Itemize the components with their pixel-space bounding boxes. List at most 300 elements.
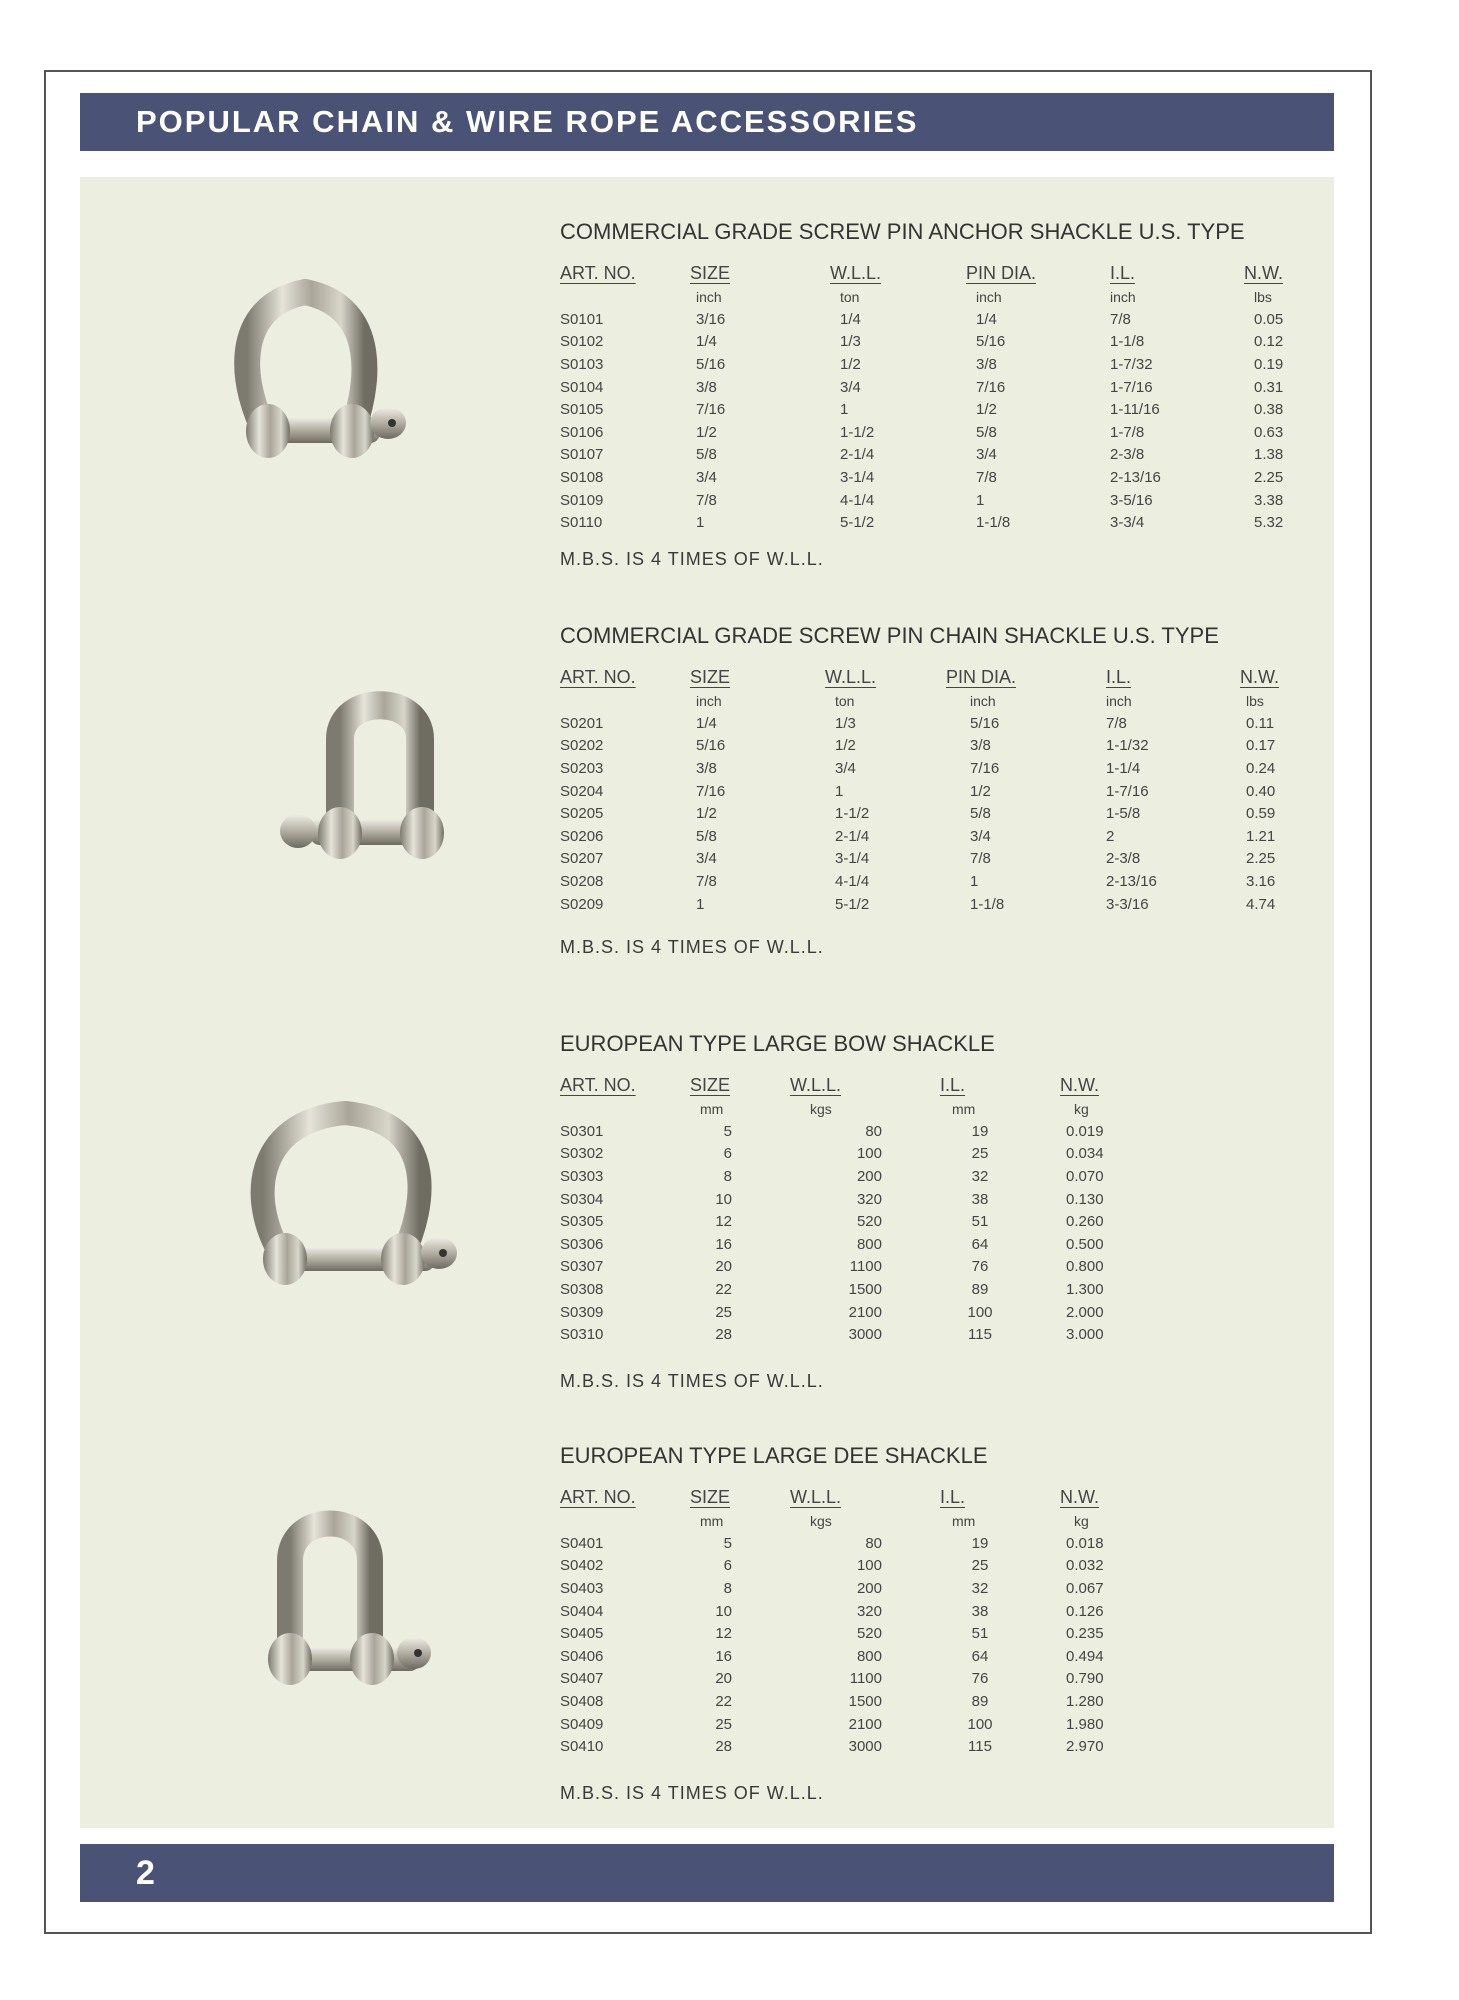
table-cell: 7/8 [970,850,991,868]
table-cell: 2.25 [1246,850,1276,868]
table-cell: 2.000 [1066,1303,1104,1321]
table-cell: S0403 [560,1579,604,1597]
table-row [560,1690,1160,1713]
table-cell: S0107 [560,446,604,464]
table-cell: 1-5/8 [1106,805,1141,823]
table-cell: 2-13/16 [1110,468,1161,486]
table-cell: 3/4 [970,827,991,845]
table-cell: 16 [715,1647,732,1665]
table-cell: S0407 [560,1670,604,1688]
table-cell: 0.070 [1066,1167,1104,1185]
table-row [560,466,1350,489]
table-row [560,893,1350,916]
table-cell: 28 [715,1738,732,1756]
table-cell: 3.16 [1246,872,1276,890]
table-cell: 1/3 [840,333,861,351]
table-row [560,757,1350,780]
table-cell: 1 [696,895,705,913]
table-cell: 1/4 [840,310,861,328]
table-cell: 520 [856,1625,882,1643]
table-cell: S0304 [560,1190,604,1208]
table-cell: 1 [970,872,979,890]
table-cell: 89 [971,1692,989,1710]
table-cell: 1-7/8 [1110,423,1145,441]
section-title: COMMERCIAL GRADE SCREW PIN ANCHOR SHACKLE U.S. TYPE [560,219,1245,244]
bow-shackle-photo [225,1091,505,1306]
col-header-size: SIZE [690,263,731,283]
table-cell: 0.63 [1254,423,1284,441]
table-cell: 7/16 [970,759,1000,777]
table-cell: 0.130 [1066,1190,1104,1208]
table-cell: 38 [971,1190,989,1208]
table-cell: S0203 [560,759,604,777]
table-cell: 32 [971,1579,989,1597]
table-cell: 2-1/4 [840,446,875,464]
table-row [560,1210,1160,1233]
table-cell: 0.126 [1066,1602,1104,1620]
table-cell: 5-1/2 [840,514,875,532]
table-cell: 1-1/8 [1110,333,1145,351]
table-cell: 5/8 [970,805,991,823]
col-header-wll: W.L.L. [790,1075,842,1095]
table-cell: 1.300 [1066,1280,1104,1298]
table-cell: 7/8 [696,872,717,890]
mbs-note: M.B.S. IS 4 TIMES OF W.L.L. [560,937,824,957]
table-cell: 200 [856,1167,882,1185]
table-cell: S0110 [560,514,603,532]
table-cell: 1-11/16 [1110,401,1160,419]
table-cell: 19 [971,1534,989,1552]
table-cell: 12 [715,1625,732,1643]
table-cell: S0102 [560,333,604,351]
table-cell: 1 [976,491,985,509]
table-cell: 12 [715,1213,732,1231]
table-cell: S0105 [560,401,604,419]
table-cell: 10 [715,1190,732,1208]
table-cell: 6 [723,1557,732,1575]
table-cell: 1/4 [696,714,717,732]
table-cell: 3/8 [970,737,991,755]
table-cell: 4.74 [1246,895,1276,913]
col-header-pin-dia: PIN DIA. [966,263,1037,283]
table-cell: 76 [971,1258,989,1276]
table-cell: S0204 [560,782,604,800]
table-cell: S0305 [560,1213,604,1231]
table-cell: 1-1/8 [976,514,1011,532]
table-cell: 6 [723,1145,732,1163]
table-cell: 38 [971,1602,989,1620]
dee-shackle-photo [210,1491,500,1706]
col-header-il: I.L. [940,1075,966,1095]
col-header-art-no: ART. NO. [560,1075,636,1095]
section-title: EUROPEAN TYPE LARGE BOW SHACKLE [560,1031,995,1056]
table-cell: 320 [856,1190,882,1208]
table-cell: 0.05 [1254,310,1284,328]
table-cell: 80 [865,1534,882,1552]
table-cell: S0301 [560,1122,604,1140]
table-cell: S0109 [560,491,604,509]
section-anchor-shackle-us [80,177,1334,590]
table-cell: 0.40 [1246,782,1276,800]
table-cell: 5 [723,1534,732,1552]
col-header-art-no: ART. NO. [560,1487,636,1507]
page-number: 2 [136,1854,155,1892]
table-cell: 1-7/32 [1110,355,1153,373]
col-header-nw: N.W. [1244,263,1283,283]
col-header-art-no: ART. NO. [560,263,636,283]
table-row [560,1188,1160,1211]
table-cell: 7/8 [976,468,997,486]
col-header-wll: W.L.L. [825,667,877,687]
table-cell: S0208 [560,872,604,890]
table-cell: S0205 [560,805,604,823]
col-header-pin-dia: PIN DIA. [946,667,1017,687]
page-footer [80,1844,1334,1902]
table-cell: 1/4 [976,310,997,328]
table-cell: 5 [723,1122,732,1140]
table-cell: 5/16 [976,333,1006,351]
table-cell: 3-1/4 [835,850,870,868]
table-cell: 3-3/4 [1110,514,1145,532]
table-cell: S0108 [560,468,604,486]
table-cell: 25 [971,1557,989,1575]
table-cell: 3/16 [696,310,726,328]
section-chain-shackle-us [80,589,1334,1000]
table-cell: 0.260 [1066,1213,1104,1231]
table-cell: 1/4 [696,333,717,351]
table-cell: 1.38 [1254,446,1284,464]
table-cell: 20 [715,1670,732,1688]
table-cell: 1-1/2 [840,423,875,441]
page-title: POPULAR CHAIN & WIRE ROPE ACCESSORIES [136,104,919,139]
table-header-row [560,263,1350,286]
table-cell: 4-1/4 [835,872,870,890]
table-cell: S0103 [560,355,604,373]
table-cell: S0310 [560,1326,604,1344]
table-cell: 1.21 [1246,827,1276,845]
chain-shackle-photo [270,679,470,889]
table-cell: S0307 [560,1258,604,1276]
spec-table [560,1075,1160,1346]
mbs-note: M.B.S. IS 4 TIMES OF W.L.L. [560,1371,824,1391]
table-cell: 100 [856,1145,882,1163]
table-cell: 1/3 [835,714,856,732]
table-cell: S0401 [560,1534,604,1552]
table-cell: 5/8 [696,446,717,464]
table-cell: 0.17 [1246,737,1276,755]
table-cell: 2-3/8 [1106,850,1141,868]
table-cell: 2-1/4 [835,827,870,845]
table-cell: 1-7/16 [1110,378,1153,396]
table-cell: 80 [865,1122,882,1140]
table-cell: 1500 [848,1692,882,1710]
col-header-size: SIZE [690,667,731,687]
table-cell: 0.494 [1066,1647,1104,1665]
table-cell: 3/8 [696,378,717,396]
table-row [560,331,1350,354]
table-cell: 25 [971,1145,989,1163]
table-cell: 19 [971,1122,989,1140]
table-cell: 3/4 [835,759,856,777]
table-cell: 2.25 [1254,468,1284,486]
table-cell: 3/4 [696,850,717,868]
table-cell: S0106 [560,423,604,441]
page-header [80,93,1334,151]
col-header-il: I.L. [1106,667,1132,687]
table-cell: 7/16 [976,378,1006,396]
table-header-row [560,667,1350,690]
table-row [560,1278,1160,1301]
table-cell: 7/8 [696,491,717,509]
table-cell: 0.800 [1066,1258,1104,1276]
col-header-il: I.L. [940,1487,966,1507]
table-cell: 3-3/16 [1106,895,1149,913]
table-cell: 3/8 [976,355,997,373]
mbs-note: M.B.S. IS 4 TIMES OF W.L.L. [560,1783,824,1803]
table-row [560,1645,1160,1668]
table-row [560,511,1350,534]
table-cell: 1 [835,782,844,800]
table-cell: 64 [971,1235,989,1253]
table-cell: 20 [715,1258,732,1276]
table-cell: 51 [971,1213,989,1231]
table-cell: 3000 [848,1738,882,1756]
section-title: EUROPEAN TYPE LARGE DEE SHACKLE [560,1443,988,1468]
table-cell: 0.38 [1254,401,1284,419]
table-cell: S0202 [560,737,604,755]
table-cell: 0.790 [1066,1670,1104,1688]
units-row: inch ton inch inch lbs [696,289,1272,305]
table-cell: 1100 [849,1258,882,1276]
table-cell: 1/2 [696,423,717,441]
table-cell: 520 [856,1213,882,1231]
table-row [560,489,1350,512]
spec-table [560,667,1350,915]
table-cell: 1/2 [970,782,991,800]
mbs-note: M.B.S. IS 4 TIMES OF W.L.L. [560,549,824,569]
table-row [560,1600,1160,1623]
col-header-nw: N.W. [1240,667,1279,687]
table-cell: S0101 [560,310,604,328]
table-cell: S0408 [560,1692,604,1710]
units-row: inch ton inch inch lbs [696,693,1264,709]
table-cell: 51 [971,1625,989,1643]
spec-table [560,1487,1160,1758]
table-cell: 1/2 [696,805,717,823]
table-cell: 1.280 [1066,1692,1104,1710]
table-cell: 3/8 [696,759,717,777]
table-cell: 5-1/2 [835,895,870,913]
col-header-nw: N.W. [1060,1487,1099,1507]
table-row [560,1735,1160,1758]
table-header-row [560,1487,1160,1510]
table-row [560,802,1350,825]
table-row [560,1555,1160,1578]
table-cell: S0303 [560,1167,604,1185]
table-cell: S0402 [560,1557,604,1575]
col-header-il: I.L. [1110,263,1136,283]
section-title: COMMERCIAL GRADE SCREW PIN CHAIN SHACKLE U.S. TYPE [560,623,1219,648]
table-cell: 25 [715,1715,732,1733]
table-cell: 0.067 [1066,1579,1104,1597]
table-cell: S0209 [560,895,604,913]
table-cell: 0.032 [1066,1557,1104,1575]
table-cell: 8 [723,1579,732,1597]
table-cell: 2 [1106,827,1115,845]
table-row [560,870,1350,893]
table-cell: 0.31 [1254,378,1284,396]
table-row [560,376,1350,399]
table-cell: S0207 [560,850,604,868]
table-cell: 7/8 [1106,714,1127,732]
col-header-size: SIZE [690,1487,731,1507]
table-row [560,1233,1160,1256]
table-cell: 3000 [848,1326,882,1344]
table-cell: 5/16 [696,355,726,373]
table-cell: 8 [723,1167,732,1185]
table-cell: 1100 [849,1670,882,1688]
table-cell: S0306 [560,1235,604,1253]
table-row [560,1301,1160,1324]
section-dee-shackle-eu [80,1409,1334,1828]
table-cell: 22 [715,1692,732,1710]
table-row [560,1165,1160,1188]
table-cell: 0.19 [1254,355,1284,373]
table-cell: 1-1/8 [970,895,1005,913]
table-cell: 0.11 [1246,714,1275,732]
table-row [560,308,1350,331]
table-row [560,712,1350,735]
table-cell: 28 [715,1326,732,1344]
table-cell: 3/4 [840,378,861,396]
table-row [560,444,1350,467]
table-cell: 320 [856,1602,882,1620]
table-row [560,1120,1160,1143]
table-cell: S0309 [560,1303,604,1321]
table-cell: 1 [696,514,705,532]
table-cell: 0.034 [1066,1145,1104,1163]
table-cell: 5/8 [976,423,997,441]
table-cell: 22 [715,1280,732,1298]
table-cell: 115 [968,1326,992,1344]
table-row [560,1622,1160,1645]
table-cell: 4-1/4 [840,491,875,509]
table-row [560,1713,1160,1736]
table-cell: 0.018 [1066,1534,1104,1552]
table-cell: 0.59 [1246,805,1276,823]
table-cell: 1-7/16 [1106,782,1149,800]
table-cell: 800 [856,1235,882,1253]
table-cell: 2100 [848,1303,882,1321]
table-cell: S0410 [560,1738,604,1756]
table-cell: 89 [971,1280,989,1298]
table-cell: 3-1/4 [840,468,875,486]
table-cell: 800 [856,1647,882,1665]
col-header-art-no: ART. NO. [560,667,636,687]
anchor-shackle-photo [220,267,430,482]
table-cell: 115 [968,1738,992,1756]
table-cell: 5/16 [696,737,726,755]
table-row [560,848,1350,871]
table-cell: 16 [715,1235,732,1253]
table-cell: 0.12 [1254,333,1284,351]
table-cell: 10 [715,1602,732,1620]
table-row [560,1323,1160,1346]
table-cell: 2100 [848,1715,882,1733]
col-header-size: SIZE [690,1075,731,1095]
table-cell: 100 [856,1557,882,1575]
table-cell: 2.970 [1066,1738,1104,1756]
table-row [560,1143,1160,1166]
table-cell: 3.000 [1066,1326,1104,1344]
table-row [560,735,1350,758]
table-cell: 0.24 [1246,759,1276,777]
col-header-wll: W.L.L. [830,263,882,283]
table-cell: 3.38 [1254,491,1284,509]
table-cell: 100 [967,1303,993,1321]
table-cell: S0206 [560,827,604,845]
table-row [560,421,1350,444]
table-cell: 3/4 [696,468,717,486]
table-cell: 64 [971,1647,989,1665]
table-cell: 0.500 [1066,1235,1104,1253]
table-cell: 1-1/32 [1106,737,1149,755]
table-row [560,1532,1160,1555]
table-row [560,398,1350,421]
table-cell: 1-1/4 [1106,759,1141,777]
units-row: mm kgs mm kg [700,1513,1089,1529]
table-cell: 1.980 [1066,1715,1104,1733]
table-cell: 1 [840,401,849,419]
table-cell: 7/16 [696,401,726,419]
table-row [560,825,1350,848]
table-cell: 5/16 [970,714,1000,732]
table-cell: S0406 [560,1647,604,1665]
col-header-wll: W.L.L. [790,1487,842,1507]
table-cell: 76 [971,1670,989,1688]
table-cell: S0201 [560,714,604,732]
table-cell: 3-5/16 [1110,491,1153,509]
table-cell: 1/2 [840,355,861,373]
table-cell: 1500 [848,1280,882,1298]
table-cell: 0.235 [1066,1625,1104,1643]
units-row: mm kgs mm kg [700,1101,1089,1117]
table-header-row [560,1075,1160,1098]
table-row [560,1577,1160,1600]
table-cell: S0409 [560,1715,604,1733]
table-row [560,1256,1160,1279]
table-cell: S0404 [560,1602,604,1620]
table-cell: 3/4 [976,446,997,464]
table-row [560,780,1350,803]
table-cell: S0104 [560,378,604,396]
table-cell: 32 [971,1167,989,1185]
table-cell: 25 [715,1303,732,1321]
spec-table [560,263,1350,534]
table-row [560,353,1350,376]
table-cell: S0308 [560,1280,604,1298]
table-cell: 5.32 [1254,514,1284,532]
table-cell: 7/16 [696,782,726,800]
col-header-nw: N.W. [1060,1075,1099,1095]
table-cell: 2-3/8 [1110,446,1145,464]
table-cell: 1-1/2 [835,805,870,823]
table-cell: S0405 [560,1625,604,1643]
table-cell: 2-13/16 [1106,872,1157,890]
table-cell: 100 [967,1715,993,1733]
table-cell: 200 [856,1579,882,1597]
table-cell: 5/8 [696,827,717,845]
